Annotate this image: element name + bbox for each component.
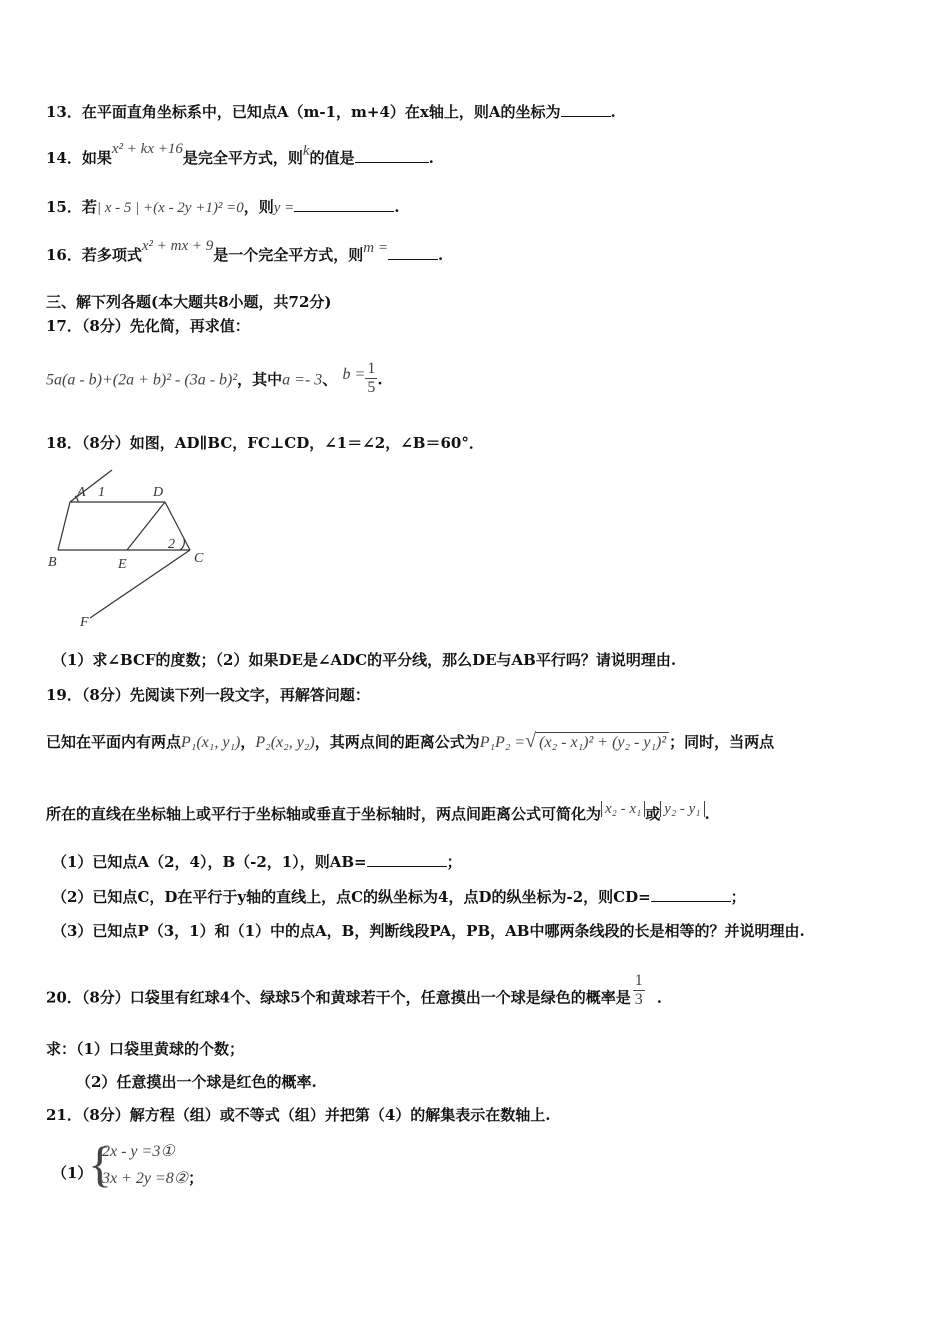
q21-eq1: 2x - y =3①	[102, 1143, 175, 1160]
q14-pre: 如果	[81, 149, 112, 167]
question-13	[46, 102, 616, 122]
q15-end: .	[394, 198, 400, 216]
angle-2-arc	[180, 539, 184, 550]
q14-mid: 是完全平方式，则	[182, 149, 303, 167]
q19-abs-y: y₂ - y₁	[660, 801, 704, 817]
label-C: C	[194, 551, 204, 566]
q19-subquestion-3: （3）已知点P（3，1）和（1）中的点A，B，判断线段PA，PB，AB中哪两条线段的长是相等的？并说明理由.	[52, 922, 805, 940]
q19-comma: ，	[240, 733, 256, 751]
q21-eq2: 3x + 2y =8②	[102, 1170, 189, 1187]
label-2: 2	[168, 537, 175, 552]
q19-abs-x: x₂ - x₁	[601, 801, 645, 817]
question-18-title: 18．（8分）如图，AD∥BC，FC⊥CD，∠1＝∠2，∠B＝60°．	[46, 434, 484, 452]
q14-var: k	[302, 143, 310, 159]
q17-a-value: a =- 3	[282, 371, 323, 389]
question-19-title: 19．（8分）先阅读下列一段文字，再解答问题：	[46, 686, 370, 704]
q16-number: 16．	[46, 246, 82, 264]
sqrt-icon: √	[525, 730, 537, 752]
question-16	[46, 238, 444, 266]
q21-equation-2	[102, 1168, 203, 1189]
q14-end: .	[428, 149, 434, 167]
label-1: 1	[98, 485, 105, 500]
q15-var: y =	[273, 200, 295, 216]
q21-sub1-label: （1）	[52, 1164, 93, 1182]
q15-pre: 若	[81, 198, 97, 216]
q16-mid: 是一个完全平方式，则	[213, 246, 364, 264]
q19-distance-formula-line	[46, 731, 774, 753]
q19-point-p2: P₂(x₂, y₂)	[255, 734, 315, 751]
q17-mid: ，其中	[237, 370, 283, 389]
q14-post: 的值是	[309, 149, 355, 167]
q21-equation-1	[102, 1141, 175, 1162]
label-E: E	[118, 557, 127, 572]
q20-end: .	[656, 988, 662, 1007]
q16-expression: x² + mx + 9	[141, 238, 214, 254]
q20-probability-fraction	[633, 972, 645, 1009]
question-15	[46, 197, 400, 218]
q17-end: .	[377, 370, 383, 389]
q19-sub2-blank	[651, 887, 731, 902]
q17-b-numerator: 1	[367, 360, 376, 377]
question-18-subquestions: （1）求∠BCF的度数；（2）如果DE是∠ADC的平分线，那么DE与AB平行吗？请说明理由.	[52, 651, 677, 669]
q19-sub2-text: （2）已知点C，D在平行于y轴的直线上，点C的纵坐标为4，点D的纵坐标为-2，则CD=	[52, 888, 651, 906]
q16-answer-blank	[388, 245, 438, 260]
q14-number: 14．	[46, 149, 82, 167]
q19-formula-radicand: (x₂ - x₁)² + (y₂ - y₁)²	[536, 732, 669, 753]
q19-sub1-text: （1）已知点A（2，4），B（-2，1），则AB=	[52, 853, 367, 871]
q15-number: 15．	[46, 198, 82, 216]
question-17-title: 17．（8分）先化简，再求值：	[46, 317, 250, 335]
segment-DE	[127, 502, 165, 550]
q20-ask-2: （2）任意摸出一个球是红色的概率.	[76, 1073, 317, 1091]
q19-simplified-formula-line	[46, 801, 710, 825]
question-21-title: 21．（8分）解方程（组）或不等式（组）并把第（4）的解集表示在数轴上.	[46, 1106, 551, 1124]
q20-numerator: 1	[634, 972, 643, 989]
q17-b-denominator: 5	[367, 379, 376, 396]
question-20	[46, 972, 662, 1017]
q17-b-fraction	[365, 360, 377, 397]
label-A: A	[77, 485, 86, 500]
q14-expression: x² + kx +16	[111, 141, 183, 157]
segment-CF	[90, 550, 190, 618]
q19-line2-end: .	[704, 805, 710, 823]
label-F: F	[80, 615, 89, 630]
q20-denominator: 3	[634, 991, 643, 1008]
q13-number: 13．	[46, 103, 82, 121]
q19-line1-end: ；同时，当两点	[669, 733, 775, 751]
q13-text: 在平面直角坐标系中，已知点A（m-1，m+4）在x轴上，则A的坐标为	[81, 103, 561, 121]
segment-AB	[58, 502, 70, 550]
q18-geometry-figure	[40, 468, 220, 634]
q19-sub2-end: ；	[730, 888, 746, 906]
q17-expr: 5a(a - b)+(2a + b)² - (3a - b)²	[46, 371, 238, 389]
q16-end: .	[438, 246, 444, 264]
q19-formula-lhs: P₁P₂ =	[479, 734, 526, 751]
q19-point-p1: P₁(x₁, y₁)	[181, 734, 241, 751]
q19-sub1-end: ；	[446, 853, 462, 871]
q19-subquestion-2	[52, 887, 746, 907]
section-3-heading: 三、解下列各题(本大题共8小题，共72分)	[46, 293, 332, 311]
q13-answer-blank	[561, 102, 611, 117]
q16-var: m =	[363, 240, 389, 256]
q19-line1-pre: 已知在平面内有两点	[46, 733, 182, 751]
q13-end: .	[610, 103, 616, 121]
q21-end: ；	[188, 1169, 204, 1187]
q19-or: 或	[645, 805, 661, 823]
q15-mid: ，则	[243, 198, 274, 216]
question-17-expression	[46, 362, 383, 399]
q19-subquestion-1	[52, 852, 462, 872]
question-14	[46, 141, 434, 169]
q14-answer-blank	[355, 148, 429, 163]
q19-line2-pre: 所在的直线在坐标轴上或平行于坐标轴或垂直于坐标轴时，两点间距离公式可简化为	[46, 805, 602, 823]
q16-pre: 若多项式	[81, 246, 142, 264]
label-D: D	[153, 485, 164, 500]
q17-b-var: b =	[342, 365, 366, 383]
q20-ask-1: 求：（1）口袋里黄球的个数；	[46, 1040, 244, 1058]
q20-title: 20．（8分）口袋里有红球4个、绿球5个和黄球若干个，任意摸出一个球是绿色的概率是	[46, 988, 631, 1007]
q15-answer-blank	[294, 197, 394, 212]
q19-line1-mid: ，其两点间的距离公式为	[314, 733, 480, 751]
q19-sub1-blank	[367, 852, 447, 867]
q15-expression: | x - 5 | +(x - 2y +1)² =0	[96, 200, 244, 216]
label-B: B	[48, 555, 57, 570]
q17-sep: 、	[322, 370, 338, 389]
left-brace-icon: {	[88, 1136, 112, 1192]
